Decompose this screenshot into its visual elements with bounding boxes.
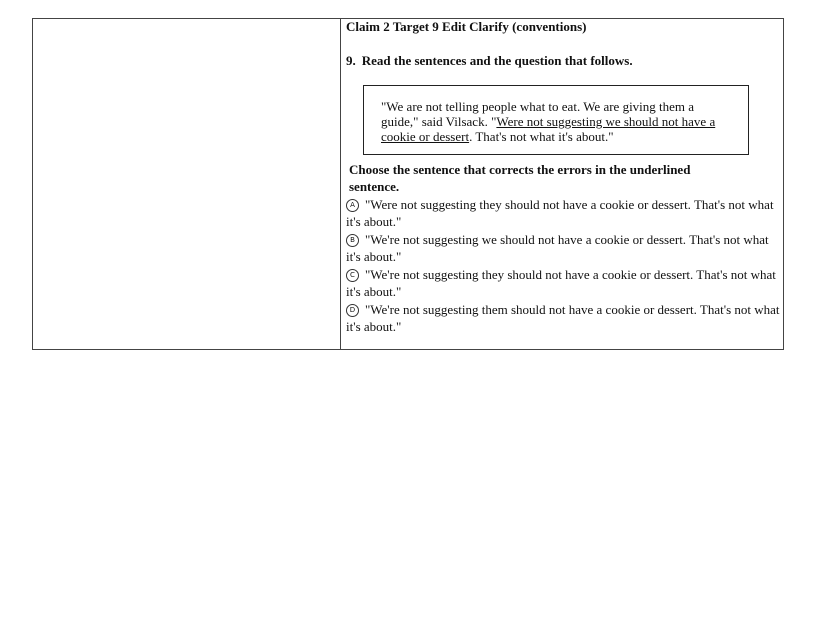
item-header: Claim 2 Target 9 Edit Clarify (conventions) bbox=[346, 19, 587, 34]
option-d[interactable] bbox=[346, 301, 782, 335]
option-d-bubble-icon[interactable]: D bbox=[346, 304, 359, 317]
passage-box bbox=[363, 85, 749, 155]
question-text: Read the sentences and the question that follows. bbox=[361, 53, 633, 68]
answer-prompt: Choose the sentence that corrects the errors in the underlined sentence. bbox=[349, 162, 691, 194]
option-c-bubble-icon[interactable]: C bbox=[346, 269, 359, 282]
option-b[interactable] bbox=[346, 231, 782, 265]
underlined-sentence: Were not suggesting we should not have a cookie or dessert bbox=[381, 114, 716, 144]
option-a-text: "Were not suggesting they should not have a cookie or dessert. That's not what it's about." bbox=[346, 197, 774, 229]
option-d-text: "We're not suggesting them should not have a cookie or dessert. That's not what it's about." bbox=[346, 302, 780, 334]
passage-trail: . That's not what it's about." bbox=[469, 129, 614, 144]
option-a-bubble-icon[interactable]: A bbox=[346, 199, 359, 212]
answer-options bbox=[346, 196, 782, 335]
option-c-text: "We're not suggesting they should not have a cookie or dessert. That's not what it's about." bbox=[346, 267, 776, 299]
column-divider bbox=[340, 18, 341, 350]
item-cell bbox=[346, 19, 782, 335]
question-number: 9. bbox=[346, 53, 356, 68]
question-stem bbox=[346, 53, 782, 69]
passage-lead: "We are not telling people what to eat. We are giving them a guide," said Vilsack. " bbox=[381, 99, 695, 129]
option-b-text: "We're not suggesting we should not have a cookie or dessert. That's not what it's about." bbox=[346, 232, 769, 264]
option-a[interactable] bbox=[346, 196, 782, 230]
option-b-bubble-icon[interactable]: B bbox=[346, 234, 359, 247]
option-c[interactable] bbox=[346, 266, 782, 300]
